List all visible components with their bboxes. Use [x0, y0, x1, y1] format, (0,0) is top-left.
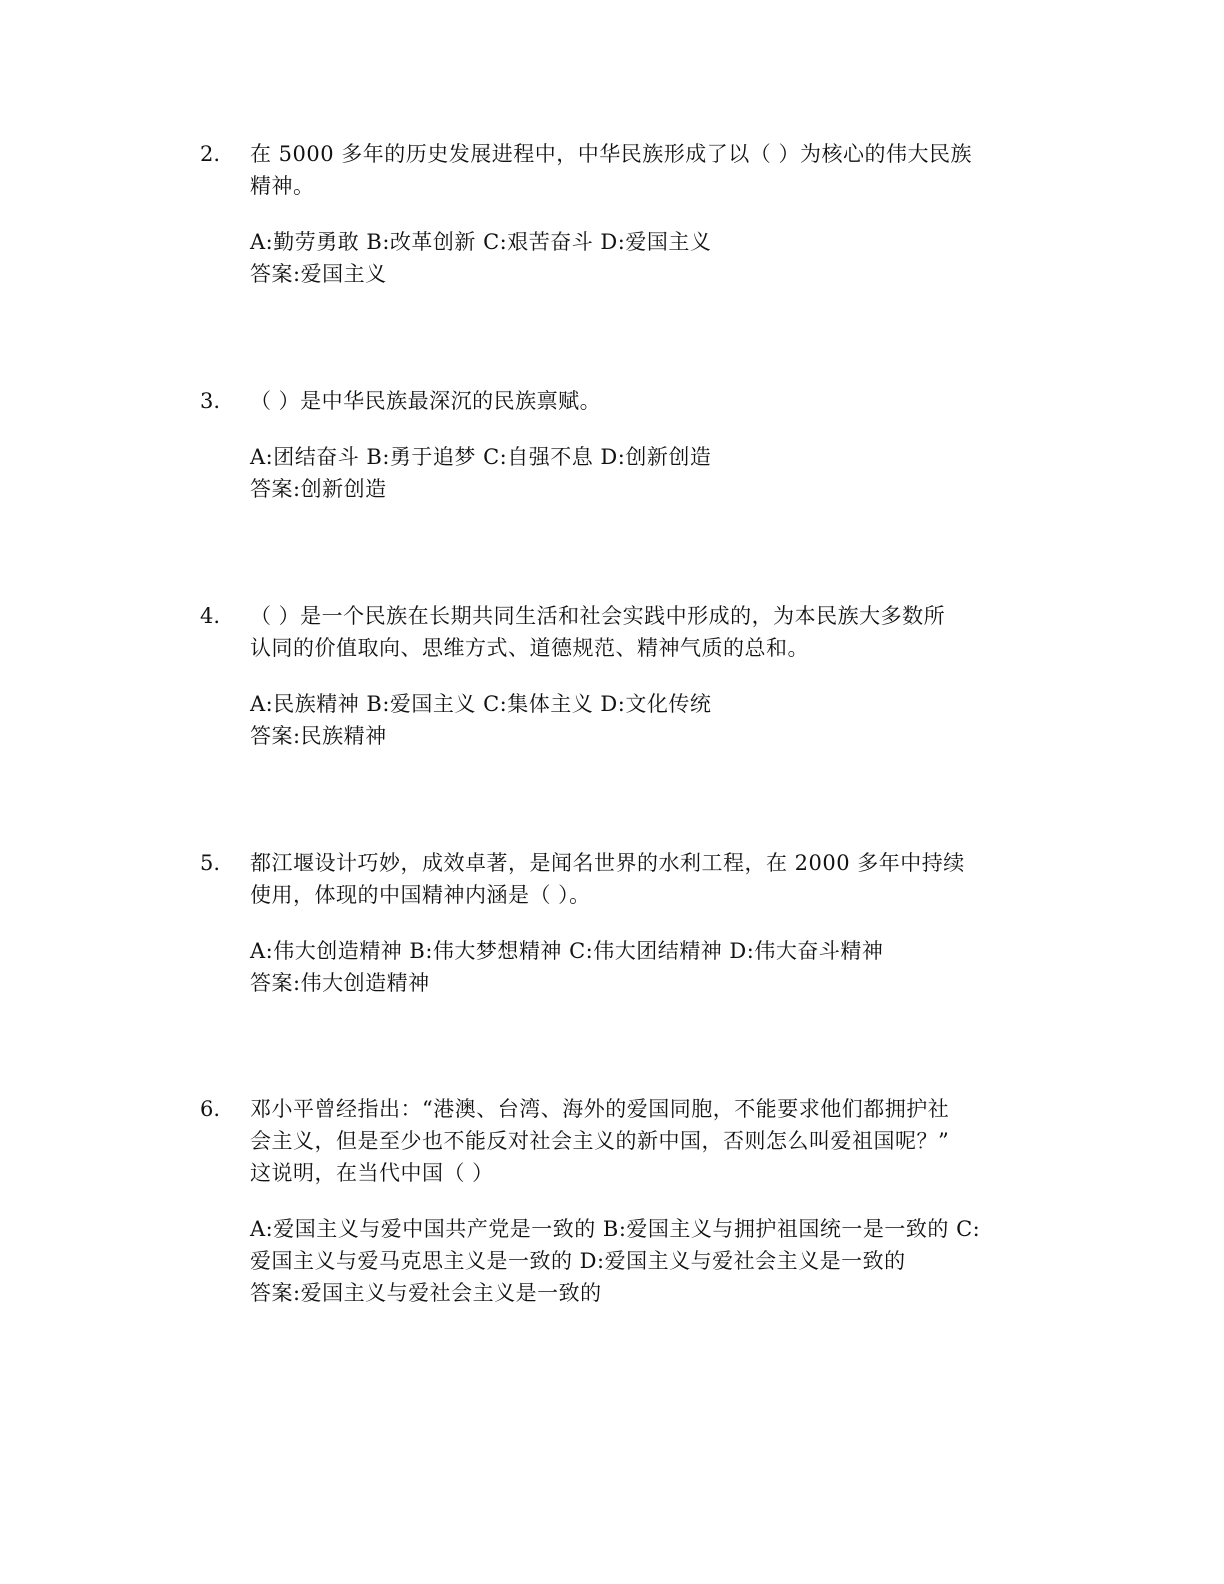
question-stem-line: 会主义，但是至少也不能反对社会主义的新中国，否则怎么叫爱祖国呢？”	[250, 1129, 950, 1153]
question-stem-line: （ ）是中华民族最深沉的民族禀赋。	[250, 389, 602, 413]
question-body	[250, 600, 1070, 752]
question-body	[250, 1093, 1070, 1309]
answer-text: 答案:爱国主义与爱社会主义是一致的	[250, 1281, 602, 1305]
question-number: 2.	[200, 142, 221, 166]
answer-options: A:民族精神 B:爱国主义 C:集体主义 D:文化传统	[250, 692, 712, 716]
question-stem-line: （ ）是一个民族在长期共同生活和社会实践中形成的，为本民族大多数所	[250, 604, 946, 628]
question-stem-line: 使用，体现的中国精神内涵是（ ）。	[250, 883, 591, 907]
question-number: 5.	[200, 851, 221, 875]
answer-text: 答案:伟大创造精神	[250, 971, 430, 995]
question-number: 6.	[200, 1097, 221, 1121]
question-stem-line: 都江堰设计巧妙，成效卓著，是闻名世界的水利工程，在 2000 多年中持续	[250, 851, 965, 875]
question-stem-line: 认同的价值取向、思维方式、道德规范、精神气质的总和。	[250, 636, 809, 660]
question-stem-line: 邓小平曾经指出：“港澳、台湾、海外的爱国同胞，不能要求他们都拥护社	[250, 1097, 950, 1121]
answer-text: 答案:民族精神	[250, 724, 387, 748]
question-body	[250, 138, 1070, 290]
question-stem-line: 在 5000 多年的历史发展进程中，中华民族形成了以（ ）为核心的伟大民族	[250, 142, 972, 166]
answer-options: A:勤劳勇敢 B:改革创新 C:艰苦奋斗 D:爱国主义	[250, 230, 712, 254]
answer-text: 答案:爱国主义	[250, 262, 387, 286]
answer-options: A:爱国主义与爱中国共产党是一致的 B:爱国主义与拥护祖国统一是一致的 C:	[250, 1217, 981, 1241]
question-number: 4.	[200, 604, 221, 628]
question-number: 3.	[200, 389, 221, 413]
answer-options: 爱国主义与爱马克思主义是一致的 D:爱国主义与爱社会主义是一致的	[250, 1249, 906, 1273]
question-stem-line: 这说明，在当代中国（ ）	[250, 1161, 494, 1185]
question-body	[250, 847, 1070, 999]
answer-options: A:团结奋斗 B:勇于追梦 C:自强不息 D:创新创造	[250, 445, 712, 469]
question-body	[250, 385, 1070, 505]
answer-text: 答案:创新创造	[250, 477, 387, 501]
answer-options: A:伟大创造精神 B:伟大梦想精神 C:伟大团结精神 D:伟大奋斗精神	[250, 939, 884, 963]
question-stem-line: 精神。	[250, 174, 315, 198]
